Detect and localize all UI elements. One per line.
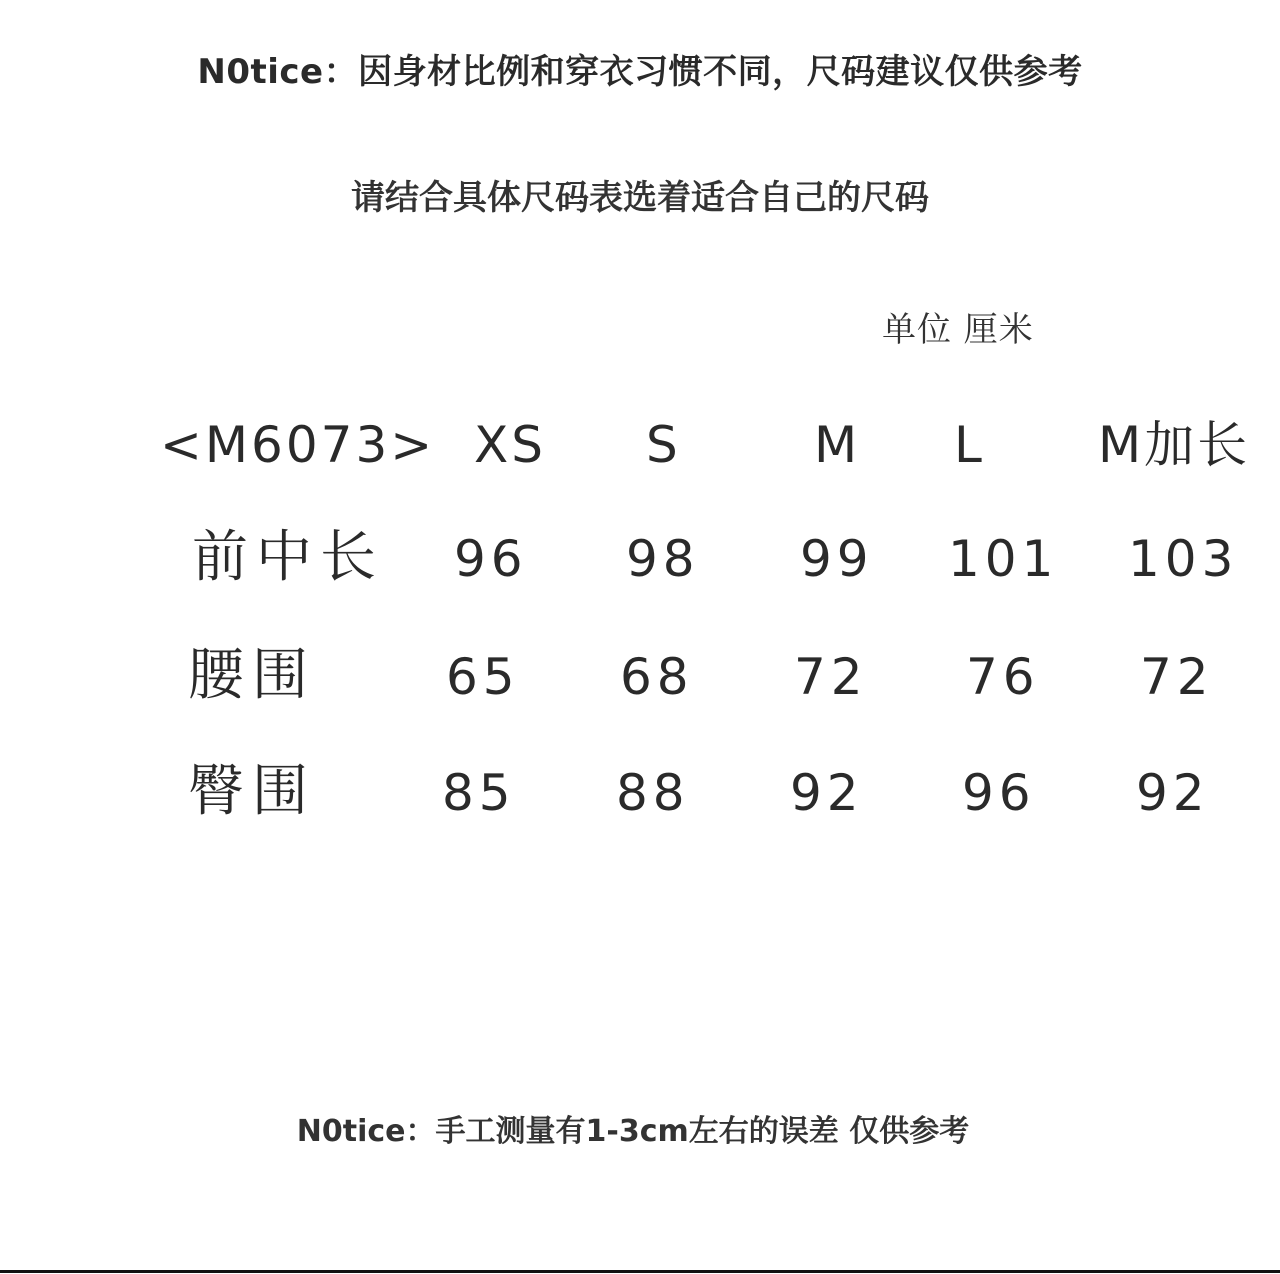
- table-cell: 92: [790, 764, 864, 822]
- table-cell: 65: [446, 648, 520, 706]
- table-cell: 68: [620, 648, 694, 706]
- row-label-hip: 臀围: [188, 759, 316, 824]
- table-cell: 101: [948, 530, 1059, 588]
- model-code: <M6073>: [160, 416, 436, 474]
- size-header-m-long: M加长: [1098, 416, 1251, 474]
- table-cell: 99: [800, 530, 874, 588]
- table-cell: 88: [616, 764, 690, 822]
- notice-top: N0tice：因身材比例和穿衣习惯不同，尺码建议仅供参考: [197, 52, 1083, 92]
- bottom-divider: [0, 1270, 1280, 1273]
- size-header-m: M: [814, 416, 861, 474]
- row-label-waist: 腰围: [188, 643, 316, 708]
- size-header-s: S: [646, 416, 681, 474]
- row-label-front-length: 前中长: [192, 525, 384, 590]
- unit-label: 单位 厘米: [882, 310, 1034, 350]
- table-cell: 72: [794, 648, 868, 706]
- table-cell: 103: [1128, 530, 1239, 588]
- table-cell: 98: [626, 530, 700, 588]
- notice-subtitle: 请结合具体尺码表选着适合自己的尺码: [351, 178, 929, 218]
- table-cell: 92: [1136, 764, 1210, 822]
- table-cell: 72: [1140, 648, 1214, 706]
- size-header-l: L: [954, 416, 985, 474]
- notice-bottom: N0tice：手工测量有1-3cm左右的误差 仅供参考: [296, 1114, 970, 1149]
- table-cell: 76: [966, 648, 1040, 706]
- table-cell: 96: [454, 530, 528, 588]
- table-cell: 85: [442, 764, 516, 822]
- table-cell: 96: [962, 764, 1036, 822]
- size-header-xs: XS: [474, 416, 546, 474]
